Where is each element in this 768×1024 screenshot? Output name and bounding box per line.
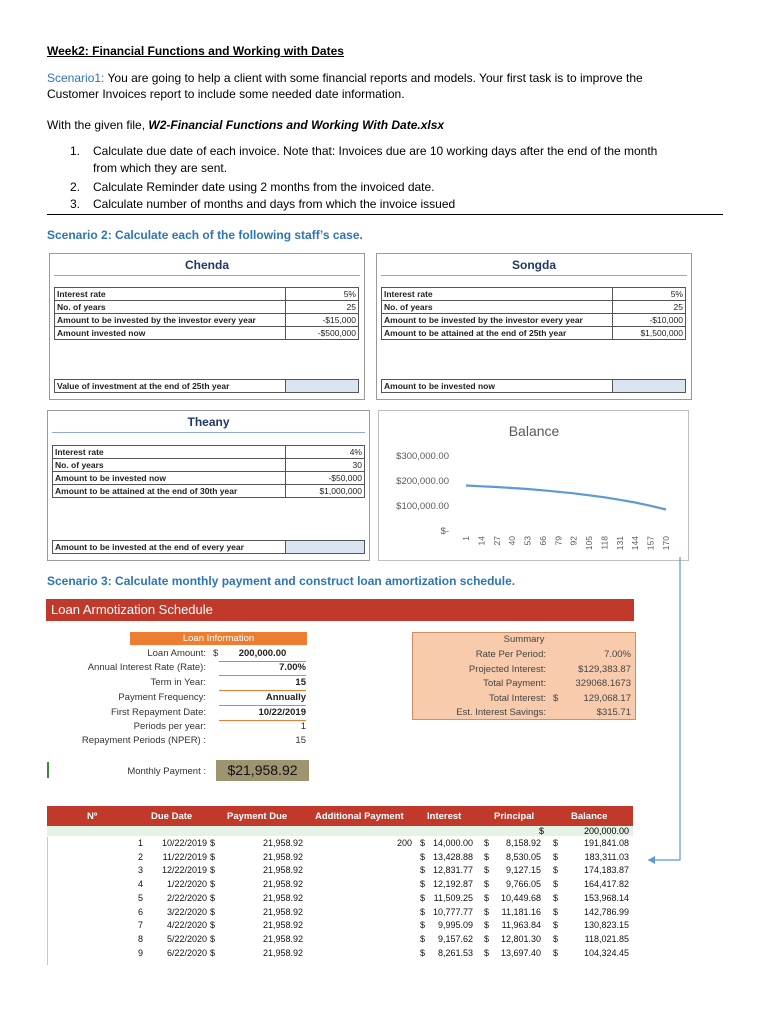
cell-payment: 21,958.92 xyxy=(262,920,303,931)
cell-n: 8 xyxy=(137,933,143,944)
scenario1-text xyxy=(47,70,727,102)
cell-principal: 11,963.84 xyxy=(501,920,541,931)
currency-symbol: $ xyxy=(484,920,490,931)
x-tick-label: 40 xyxy=(507,536,518,546)
chenda-table xyxy=(54,287,359,340)
chenda-result xyxy=(54,379,359,393)
scenario1-text1: You are going to help a client with some financial reports and models. Your first task is to improve the xyxy=(104,71,643,85)
cell-interest: 9,995.09 xyxy=(437,920,473,931)
row-value[interactable]: -$50,000 xyxy=(286,472,365,485)
cell-payment: 21,958.92 xyxy=(262,933,303,944)
theany-table xyxy=(52,445,365,498)
currency-symbol: $ xyxy=(420,892,426,903)
currency-symbol: $ xyxy=(420,838,426,848)
scenario2-title: Scenario 2: Calculate each of the following staff’s case. xyxy=(47,228,363,242)
list-text: Calculate due date of each invoice. Note that: Invoices due are 10 working days after the end of the month xyxy=(93,144,658,158)
scenario1-text2: Customer Invoices report to include some needed date information. xyxy=(47,87,405,101)
y-tick-label: $200,000.00 xyxy=(396,476,449,487)
y-tick-label: $300,000.00 xyxy=(396,451,449,462)
cell-interest: 9,157.62 xyxy=(437,933,473,944)
summary-box xyxy=(412,632,636,720)
loan-info-title: Loan Information xyxy=(182,633,255,644)
cell-balance: 191,841.08 xyxy=(583,838,629,848)
start-balance: 200,000.00 xyxy=(583,826,629,836)
cell-interest: 8,261.53 xyxy=(437,947,473,958)
summary-value[interactable]: $315.71 xyxy=(596,707,631,718)
table-row xyxy=(55,327,359,340)
cell-payment: 21,958.92 xyxy=(262,879,303,890)
x-tick-label: 53 xyxy=(522,536,533,546)
cell-principal: 11,181.16 xyxy=(501,906,541,917)
row-value[interactable]: $1,000,000 xyxy=(286,485,365,498)
chenda-title: Chenda xyxy=(184,258,229,272)
amort-header xyxy=(47,806,633,826)
currency-symbol: $ xyxy=(553,947,559,958)
theany-title: Theany xyxy=(187,415,230,429)
table-row xyxy=(53,446,365,459)
currency-symbol: $ xyxy=(210,906,216,917)
list-num: 1. xyxy=(70,144,81,158)
summary-value[interactable]: 129,068.17 xyxy=(583,692,631,704)
table-row xyxy=(47,838,633,850)
currency-symbol: $ xyxy=(553,906,559,917)
monthly-payment-value[interactable]: $21,958.92 xyxy=(216,760,309,781)
currency-symbol: $ xyxy=(484,933,490,944)
x-tick-label: 118 xyxy=(599,536,610,550)
cell-balance: 153,968.14 xyxy=(583,892,629,903)
cell-balance: 164,417.82 xyxy=(583,879,629,890)
row-value[interactable]: $1,500,000 xyxy=(613,327,686,340)
table-row xyxy=(382,301,686,314)
cell-n: 2 xyxy=(137,851,143,862)
cell-payment: 21,958.92 xyxy=(262,865,303,876)
table-row xyxy=(47,879,633,891)
row-label: No. of years xyxy=(53,459,286,472)
list-text: Calculate number of months and days from which the invoice issued xyxy=(93,197,456,211)
x-tick-label: 105 xyxy=(584,536,595,551)
cell-interest: 12,192.87 xyxy=(432,879,473,890)
currency-symbol: $ xyxy=(210,879,216,890)
cell-principal: 13,697.40 xyxy=(500,947,541,958)
table-row xyxy=(47,893,633,905)
page-title: Week2: Financial Functions and Working with Dates xyxy=(47,44,344,58)
loan-header-title: Loan Armotization Schedule xyxy=(51,602,213,617)
col-principal: Principal xyxy=(494,811,535,822)
cell-principal: 12,801.30 xyxy=(500,933,541,944)
summary-label: Total Interest: xyxy=(488,692,546,704)
scenario3-title: Scenario 3: Calculate monthly payment and construct loan amortization schedule. xyxy=(47,574,516,588)
loan-info-value[interactable]: Annually xyxy=(219,692,306,706)
col-payment-due: Payment Due xyxy=(227,811,288,822)
nper-label: Repayment Periods (NPER) : xyxy=(81,735,206,746)
currency-symbol: $ xyxy=(210,838,216,848)
cell-date: 12/22/2019 xyxy=(161,865,207,876)
currency-symbol: $ xyxy=(484,947,490,958)
row-value[interactable]: -$500,000 xyxy=(286,327,359,340)
loan-info-label: Loan Amount: xyxy=(147,648,206,659)
cell-balance: 130,823.15 xyxy=(583,920,629,931)
table-row xyxy=(382,327,686,340)
table-left-edge xyxy=(47,837,48,965)
cell-n: 4 xyxy=(137,879,143,890)
cell-principal: 8,530.05 xyxy=(505,851,541,862)
summary-title: Summary xyxy=(503,634,545,645)
currency-symbol: $ xyxy=(484,879,490,890)
x-tick-label: 157 xyxy=(645,536,656,551)
col-n: Nº xyxy=(87,811,98,822)
row-label: No. of years xyxy=(55,301,286,314)
cell-principal: 9,766.05 xyxy=(505,879,541,890)
cell-payment: 21,958.92 xyxy=(262,892,303,903)
row-value[interactable]: 25 xyxy=(286,301,359,314)
cell-balance: 183,311.03 xyxy=(584,851,629,862)
loan-info-value[interactable]: 10/22/2019 xyxy=(219,707,306,721)
row-label: Interest rate xyxy=(55,288,286,301)
row-value[interactable]: -$15,000 xyxy=(286,314,359,327)
x-tick-label: 170 xyxy=(661,536,671,551)
summary-value[interactable]: 329068.1673 xyxy=(575,678,631,689)
currency-symbol: $ xyxy=(420,947,426,958)
cell-principal: 8,158.92 xyxy=(505,838,541,848)
table-row xyxy=(53,472,365,485)
loan-info-value[interactable]: 15 xyxy=(219,677,306,691)
currency-symbol: $ xyxy=(210,892,216,903)
list-text: Calculate Reminder date using 2 months from the invoiced date. xyxy=(93,180,435,194)
cell-n: 7 xyxy=(137,920,143,931)
row-value[interactable]: -$10,000 xyxy=(613,314,686,327)
cell-n: 3 xyxy=(137,865,143,876)
currency-symbol: $ xyxy=(420,920,426,931)
cell-interest: 13,428.88 xyxy=(432,851,473,862)
connector-arrow xyxy=(636,555,686,865)
nper-value: 15 xyxy=(295,735,306,746)
row-value[interactable]: 5% xyxy=(613,288,686,301)
summary-label: Est. Interest Savings: xyxy=(456,707,546,718)
table-row xyxy=(55,288,359,301)
theany-result xyxy=(52,540,365,554)
row-value[interactable]: 5% xyxy=(286,288,359,301)
currency-symbol: $ xyxy=(553,851,559,862)
loan-info-label: Annual Interest Rate (Rate): xyxy=(87,662,206,673)
currency-prefix: $ xyxy=(213,648,219,659)
currency-symbol: $ xyxy=(210,947,216,958)
result-label: Amount to be invested now xyxy=(382,380,613,393)
currency-symbol: $ xyxy=(420,865,426,876)
summary-label: Rate Per Period: xyxy=(475,649,546,660)
divider xyxy=(47,214,723,215)
cell-date: 1/22/2020 xyxy=(166,879,207,890)
table-row xyxy=(47,934,633,946)
currency-symbol: $ xyxy=(420,906,426,917)
list-item xyxy=(70,179,730,196)
cell-n: 1 xyxy=(137,838,143,848)
cell-n: 5 xyxy=(137,892,143,903)
x-tick-label: 144 xyxy=(630,536,641,551)
songda-table xyxy=(381,287,686,340)
list-text-2: from which they are sent. xyxy=(93,161,228,175)
cell-balance: 142,786.99 xyxy=(583,906,629,917)
cell-balance: 104,324.45 xyxy=(583,947,629,958)
theany-box xyxy=(47,410,370,561)
cell-date: 3/22/2020 xyxy=(166,906,207,917)
list-num: 3. xyxy=(70,197,81,211)
list-num: 2. xyxy=(70,180,81,194)
currency-symbol: $ xyxy=(420,851,426,862)
result-label: Amount to be invested at the end of every year xyxy=(53,541,286,554)
cell-date: 2/22/2020 xyxy=(166,892,207,903)
x-tick-label: 92 xyxy=(568,536,579,546)
chart-title: Balance xyxy=(508,423,560,439)
x-tick-label: 1 xyxy=(461,536,471,541)
periods-value: 1 xyxy=(300,721,306,732)
cell-date: 11/22/2019 xyxy=(162,851,207,862)
loan-info-value[interactable]: 7.00% xyxy=(219,662,306,676)
currency-symbol: $ xyxy=(484,851,490,862)
cell-interest: 11,509.25 xyxy=(433,892,473,903)
list-item xyxy=(70,143,730,179)
cell-interest: 14,000.00 xyxy=(432,838,473,848)
row-label: Amount to be invested by the investor every year xyxy=(55,314,286,327)
cell-payment: 21,958.92 xyxy=(262,906,303,917)
currency-symbol: $ xyxy=(210,920,216,931)
currency-symbol: $ xyxy=(484,838,490,848)
currency-symbol: $ xyxy=(210,865,216,876)
currency-symbol: $ xyxy=(553,892,559,903)
table-row xyxy=(47,907,633,919)
green-marker xyxy=(47,762,49,778)
monthly-payment-label: Monthly Payment : xyxy=(127,766,206,777)
balance-series-line xyxy=(466,486,666,510)
table-row xyxy=(53,485,365,498)
scenario1-list xyxy=(70,143,730,213)
file-name: W2-Financial Functions and Working With Date.xlsx xyxy=(148,118,445,132)
col-additional: Additional Payment xyxy=(315,811,404,822)
row-value[interactable]: 4% xyxy=(286,446,365,459)
y-tick-label: $100,000.00 xyxy=(396,501,449,512)
table-row xyxy=(382,288,686,301)
row-label: Amount invested now xyxy=(55,327,286,340)
loan-info-label: First Repayment Date: xyxy=(110,707,206,718)
currency-symbol: $ xyxy=(420,879,426,890)
x-tick-label: 79 xyxy=(553,536,564,546)
table-row xyxy=(382,314,686,327)
cell-balance: 118,021.85 xyxy=(584,933,629,944)
row-label: No. of years xyxy=(382,301,613,314)
cell-principal: 9,127.15 xyxy=(505,865,541,876)
cell-interest: 12,831.77 xyxy=(432,865,473,876)
cell-payment: 21,958.92 xyxy=(262,851,303,862)
summary-label: Total Payment: xyxy=(483,678,546,689)
cell-date: 5/22/2020 xyxy=(166,933,207,944)
cell-date: 4/22/2020 xyxy=(166,920,207,931)
chenda-box xyxy=(49,253,365,400)
currency-symbol: $ xyxy=(484,906,490,917)
x-tick-label: 14 xyxy=(476,536,487,546)
x-tick-label: 27 xyxy=(491,536,502,546)
songda-title: Songda xyxy=(512,258,556,272)
cell-payment: 21,958.92 xyxy=(262,838,303,848)
row-label: Amount to be attained at the end of 30th year xyxy=(53,485,286,498)
file-line xyxy=(47,117,444,133)
table-row xyxy=(47,920,633,932)
cell-balance: 174,183.87 xyxy=(583,865,629,876)
row-label: Interest rate xyxy=(53,446,286,459)
loan-header xyxy=(46,599,634,621)
cell-payment: 21,958.92 xyxy=(262,947,303,958)
row-value[interactable]: 30 xyxy=(286,459,365,472)
songda-result xyxy=(381,379,686,393)
table-row xyxy=(47,948,633,960)
currency-symbol: $ xyxy=(484,892,490,903)
currency-symbol: $ xyxy=(553,838,559,848)
currency-symbol: $ xyxy=(553,865,559,876)
currency-symbol: $ xyxy=(420,933,426,944)
row-label: Amount to be invested now xyxy=(53,472,286,485)
table-row xyxy=(47,865,633,877)
table-row xyxy=(55,301,359,314)
row-label: Amount to be attained at the end of 25th year xyxy=(382,327,613,340)
periods-label: Periods per year: xyxy=(133,721,206,732)
cell-date: 10/22/2019 xyxy=(161,838,207,848)
currency-symbol: $ xyxy=(553,933,559,944)
loan-info-value[interactable]: 200,000.00 xyxy=(219,648,306,662)
summary-value[interactable]: $129,383.87 xyxy=(578,663,631,675)
scenario1-label: Scenario1: xyxy=(47,71,105,85)
cell-date: 6/22/2020 xyxy=(166,947,207,958)
title-rule xyxy=(54,275,360,276)
cell-n: 6 xyxy=(137,906,143,917)
result-cell[interactable] xyxy=(613,380,686,393)
title-rule xyxy=(381,275,687,276)
currency-prefix: $ xyxy=(553,692,559,704)
cell-interest: 10,777.77 xyxy=(432,906,473,917)
chart-canvas xyxy=(379,411,688,560)
result-cell[interactable] xyxy=(286,541,365,554)
result-label: Value of investment at the end of 25th year xyxy=(55,380,286,393)
balance-chart xyxy=(378,410,689,561)
cell-additional: 200 xyxy=(396,838,412,848)
loan-info-label: Term in Year: xyxy=(150,677,206,688)
currency-symbol: $ xyxy=(210,933,216,944)
row-label: Interest rate xyxy=(382,288,613,301)
col-balance: Balance xyxy=(571,811,608,822)
list-item xyxy=(70,196,730,213)
row-label: Amount to be invested by the investor every year xyxy=(382,314,613,327)
summary-label: Projected Interest: xyxy=(468,663,546,675)
col-interest: Interest xyxy=(427,811,462,822)
y-tick-label: $- xyxy=(440,526,449,537)
result-cell[interactable] xyxy=(286,380,359,393)
currency-symbol: $ xyxy=(210,851,216,862)
cell-principal: 10,449.68 xyxy=(500,892,541,903)
table-row xyxy=(55,314,359,327)
songda-box xyxy=(376,253,692,400)
table-row xyxy=(47,852,633,864)
cell-n: 9 xyxy=(137,947,143,958)
table-row xyxy=(53,459,365,472)
currency-symbol: $ xyxy=(484,865,490,876)
col-due-date: Due Date xyxy=(151,811,193,822)
row-value[interactable]: 25 xyxy=(613,301,686,314)
currency-symbol: $ xyxy=(553,879,559,890)
title-rule xyxy=(52,432,365,433)
summary-value[interactable]: 7.00% xyxy=(604,649,631,660)
x-tick-label: 131 xyxy=(614,536,625,551)
currency-symbol: $ xyxy=(553,920,559,931)
currency: $ xyxy=(539,826,545,836)
loan-info-label: Payment Frequency: xyxy=(118,692,206,703)
start-row xyxy=(47,826,633,836)
x-tick-label: 66 xyxy=(537,536,548,546)
file-prefix: With the given file, xyxy=(47,118,149,132)
